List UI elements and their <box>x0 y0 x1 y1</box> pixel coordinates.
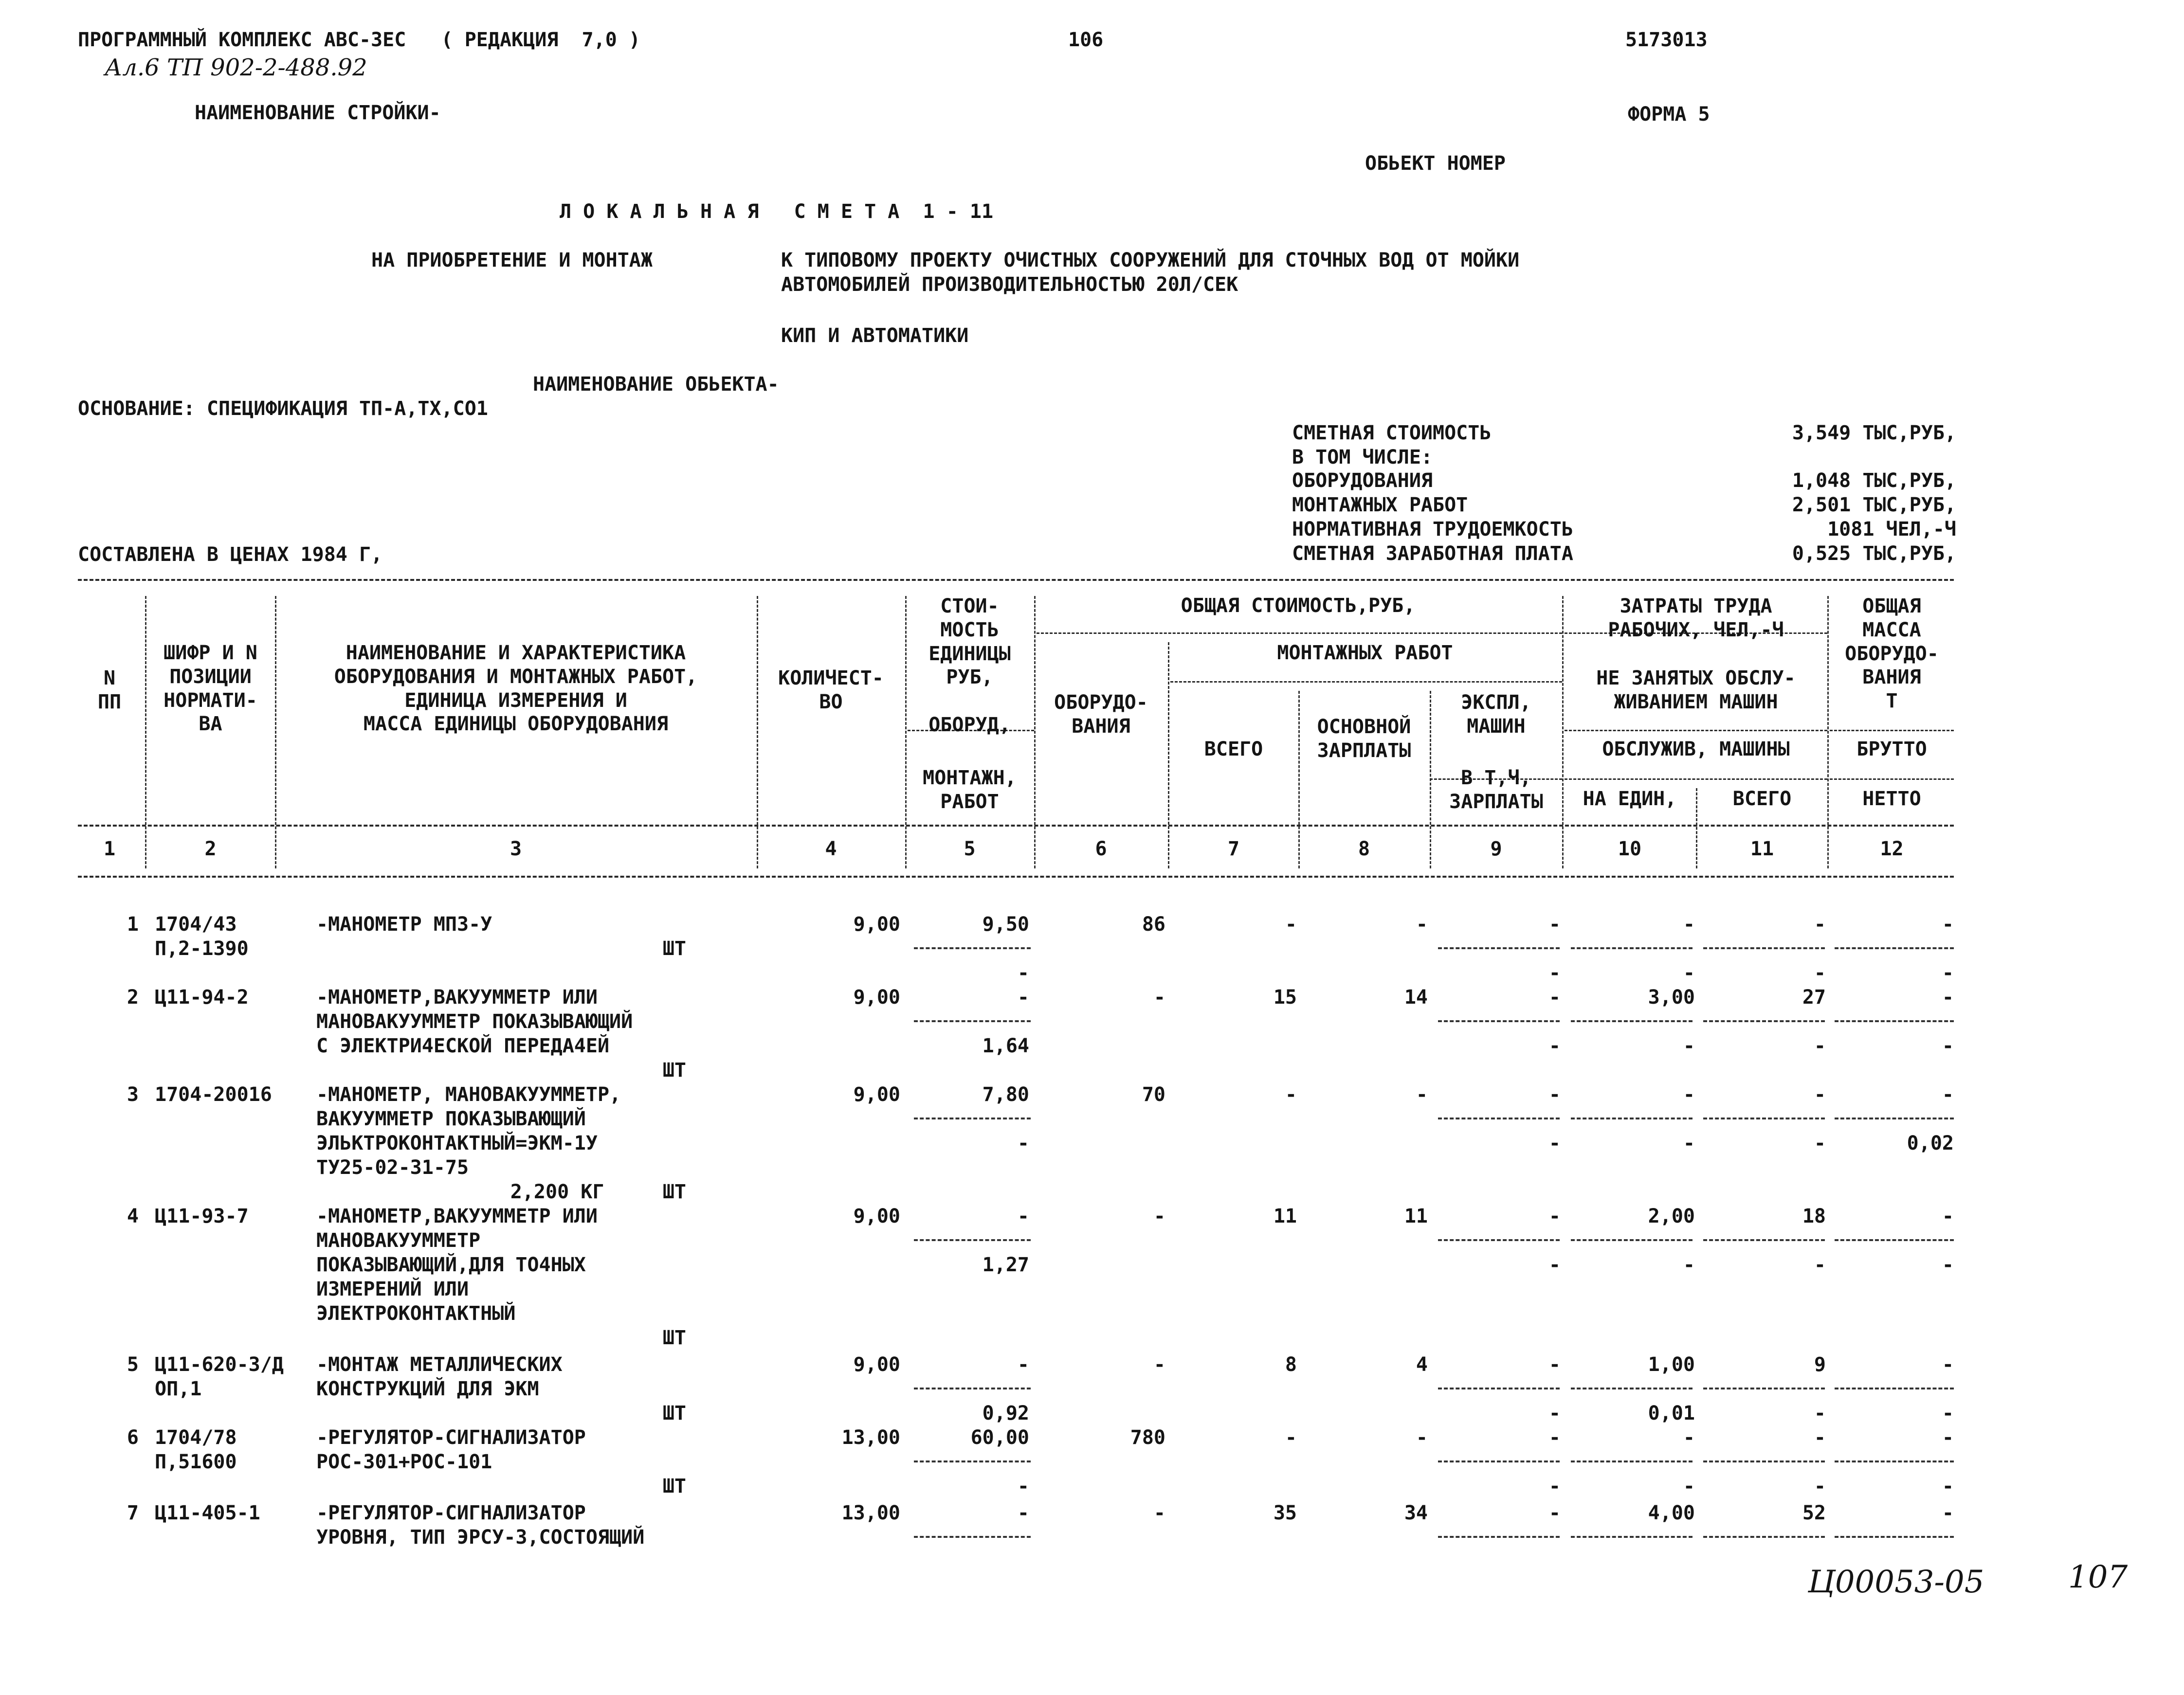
unit-cost-installation: 1,27 <box>982 1254 1029 1276</box>
value-separator-rule <box>1703 1536 1825 1538</box>
base-wages: - <box>1416 1083 1428 1106</box>
labor-total: 9 <box>1814 1353 1826 1376</box>
project-line-1: К ТИПОВОМУ ПРОЕКТУ ОЧИСТНЫХ СООРУЖЕНИЙ ДЛЯ СТОЧНЫХ ВОД ОТ МОЙКИ <box>781 249 1520 271</box>
mass-net: - <box>1942 1035 1954 1057</box>
value-separator-rule <box>1438 947 1560 949</box>
header-mass-gross: БРУТТО <box>1856 738 1927 760</box>
labor-total: 52 <box>1802 1502 1826 1524</box>
table-top-rule <box>78 579 1954 581</box>
header-column-divider <box>1562 596 1564 868</box>
program-title: ПРОГРАММНЫЙ КОМПЛЕКС АВС-3ЕС ( РЕДАКЦИЯ 7,0 ) <box>78 29 640 51</box>
header-column-divider <box>905 596 907 868</box>
quantity-value: 9,00 <box>853 1353 900 1376</box>
labor-per-unit: 1,00 <box>1648 1353 1695 1376</box>
item-unit: ШТ <box>662 1327 686 1349</box>
norm-code: 1704/78 П,51600 <box>155 1426 237 1473</box>
header-column-divider <box>1696 788 1697 868</box>
summary-label: НОРМАТИВНАЯ ТРУДОЕМКОСТЬ <box>1292 518 1573 541</box>
row-number: 2 <box>127 986 139 1009</box>
equipment-cost: - <box>1153 1353 1165 1376</box>
machine-wages: - <box>1548 1254 1561 1276</box>
labor-machine-total: - <box>1814 1035 1826 1057</box>
header-quantity: КОЛИЧЕСТ- ВО <box>778 667 884 713</box>
value-separator-rule <box>1571 1118 1693 1119</box>
construction-name-label: НАИМЕНОВАНИЕ СТРОЙКИ- <box>195 102 441 124</box>
row-number: 7 <box>127 1502 139 1524</box>
labor-per-unit: 3,00 <box>1648 986 1695 1009</box>
base-wages: 11 <box>1404 1205 1428 1227</box>
item-unit: ШТ <box>662 1059 686 1082</box>
unit-cost-installation: 1,64 <box>982 1035 1029 1057</box>
header-unit-cost-equipment: ОБОРУД, <box>928 714 1011 736</box>
value-separator-rule <box>1835 947 1954 949</box>
mass-net: 0,02 <box>1907 1132 1954 1154</box>
page-number: 106 <box>1068 29 1104 51</box>
header-installation-works: МОНТАЖНЫХ РАБОТ <box>1277 642 1453 664</box>
header-equipment-cost: ОБОРУДО- ВАНИЯ <box>1054 691 1148 738</box>
header-sub-rule <box>1565 778 1827 780</box>
handwritten-page-number: 107 <box>2068 1559 2128 1595</box>
header-labor-machine: ОБСЛУЖИВ, МАШИНЫ <box>1602 738 1790 760</box>
value-separator-rule <box>1571 1536 1693 1538</box>
row-number: 6 <box>127 1426 139 1449</box>
value-separator-rule <box>1703 1388 1825 1389</box>
mass-gross: - <box>1942 1426 1954 1449</box>
labor-machine-total: - <box>1814 1402 1826 1425</box>
summary-value: 0,525 ТЫС,РУБ, <box>1792 542 1956 565</box>
machine-wages: - <box>1548 1402 1561 1425</box>
value-separator-rule <box>1571 1239 1693 1241</box>
column-number: 9 <box>1490 838 1502 860</box>
installation-total: - <box>1285 1083 1297 1106</box>
machine-operation: - <box>1548 1353 1561 1376</box>
unit-cost-installation: - <box>1017 962 1029 984</box>
norm-code: 1704/43 П,2-1390 <box>155 913 249 960</box>
unit-cost-equipment: - <box>1017 1205 1029 1227</box>
item-description: -МОНТАЖ МЕТАЛЛИЧЕСКИХ КОНСТРУКЦИЙ ДЛЯ ЭКМ <box>316 1353 563 1400</box>
item-unit: 2,200 КГ ШТ <box>510 1181 686 1203</box>
machine-operation: - <box>1548 913 1561 936</box>
norm-code: 1704-20016 <box>155 1083 272 1106</box>
header-labor-costs: ЗАТРАТЫ ТРУДА РАБОЧИХ, ЧЕЛ,-Ч <box>1608 595 1784 641</box>
unit-cost-installation: 0,92 <box>982 1402 1029 1425</box>
mass-gross: - <box>1942 1205 1954 1227</box>
value-separator-rule <box>914 1020 1031 1022</box>
summary-label: ОБОРУДОВАНИЯ <box>1292 469 1433 492</box>
column-number: 11 <box>1750 838 1774 860</box>
unit-cost-equipment: 9,50 <box>982 913 1029 936</box>
norm-code: Ц11-94-2 <box>155 986 249 1009</box>
labor-machine-total: - <box>1814 1475 1826 1497</box>
installation-total: - <box>1285 1426 1297 1449</box>
header-sub-rule <box>1830 778 1954 780</box>
column-number: 6 <box>1095 838 1107 860</box>
machine-wages: - <box>1548 1132 1561 1154</box>
quantity-value: 9,00 <box>853 913 900 936</box>
header-sub-rule <box>1170 681 1562 683</box>
installation-total: 11 <box>1273 1205 1297 1227</box>
mass-gross: - <box>1942 913 1954 936</box>
document-code: 5173013 <box>1625 29 1708 51</box>
header-column-divider <box>1298 691 1300 868</box>
header-norm-code: ШИФР И N ПОЗИЦИИ НОРМАТИ- ВА <box>164 642 257 736</box>
value-separator-rule <box>1703 947 1825 949</box>
column-number: 3 <box>510 838 522 860</box>
labor-per-unit: - <box>1683 1083 1695 1106</box>
value-separator-rule <box>914 1461 1031 1462</box>
labor-machine-per-unit: - <box>1683 1254 1695 1276</box>
summary-label: В ТОМ ЧИСЛЕ: <box>1292 446 1433 469</box>
price-year-label: СОСТАВЛЕНА В ЦЕНАХ 1984 Г, <box>78 543 383 566</box>
base-wages: 4 <box>1416 1353 1428 1376</box>
labor-machine-per-unit: - <box>1683 1132 1695 1154</box>
installation-total: 35 <box>1273 1502 1297 1524</box>
item-description: -РЕГУЛЯТОР-СИГНАЛИЗАТОР РОС-301+РОС-101 <box>316 1426 586 1473</box>
quantity-value: 9,00 <box>853 986 900 1009</box>
labor-per-unit: 4,00 <box>1648 1502 1695 1524</box>
handwritten-reference: Ал.6 ТП 902-2-488.92 <box>105 54 367 81</box>
item-description: -МАНОМЕТР, МАНОВАКУУММЕТР, ВАКУУММЕТР ПОКАЗЫВАЮЩИЙ ЭЛЬКТРОКОНТАКТНЫЙ=ЭКМ-1У ТУ25-02-31-75 <box>316 1083 621 1179</box>
norm-code: Ц11-620-3/Д ОП,1 <box>155 1353 284 1400</box>
value-separator-rule <box>914 947 1031 949</box>
value-separator-rule <box>1438 1118 1560 1119</box>
base-wages: 34 <box>1404 1502 1428 1524</box>
mass-net: - <box>1942 962 1954 984</box>
labor-total: - <box>1814 1426 1826 1449</box>
header-column-divider <box>1168 642 1169 868</box>
header-unit-cost-installation: МОНТАЖН, РАБОТ <box>923 767 1017 813</box>
quantity-value: 9,00 <box>853 1083 900 1106</box>
mass-gross: - <box>1942 986 1954 1009</box>
mass-gross: - <box>1942 1353 1954 1376</box>
header-labor-per-unit: НА ЕДИН, <box>1583 788 1677 810</box>
installation-total: 15 <box>1273 986 1297 1009</box>
base-wages: 14 <box>1404 986 1428 1009</box>
header-labor-non-machine: НЕ ЗАНЯТЫХ ОБСЛУ- ЖИВАНИЕМ МАШИН <box>1596 667 1796 713</box>
header-column-divider <box>275 596 276 868</box>
value-separator-rule <box>1835 1461 1954 1462</box>
estimate-title: Л О К А Л Ь Н А Я С М Е Т А 1 - 11 <box>560 200 994 223</box>
machine-operation: - <box>1548 1426 1561 1449</box>
summary-value: 1081 ЧЕЛ,-Ч <box>1827 518 1956 541</box>
value-separator-rule <box>1438 1461 1560 1462</box>
header-column-divider <box>145 596 146 868</box>
unit-cost-equipment: 60,00 <box>970 1426 1029 1449</box>
equipment-cost: - <box>1153 986 1165 1009</box>
value-separator-rule <box>1835 1239 1954 1241</box>
row-number: 3 <box>127 1083 139 1106</box>
header-mass-net: НЕТТО <box>1862 788 1921 810</box>
mass-net: - <box>1942 1402 1954 1425</box>
header-total-mass: ОБЩАЯ МАССА ОБОРУДО- ВАНИЯ Т <box>1845 595 1939 713</box>
machine-wages: - <box>1548 1475 1561 1497</box>
value-separator-rule <box>1571 1020 1693 1022</box>
summary-label: СМЕТНАЯ ЗАРАБОТНАЯ ПЛАТА <box>1292 542 1573 565</box>
value-separator-rule <box>1703 1239 1825 1241</box>
value-separator-rule <box>914 1239 1031 1241</box>
value-separator-rule <box>914 1388 1031 1389</box>
quantity-value: 13,00 <box>841 1502 900 1524</box>
summary-value: 3,549 ТЫС,РУБ, <box>1792 422 1956 444</box>
row-number: 5 <box>127 1353 139 1376</box>
summary-label: МОНТАЖНЫХ РАБОТ <box>1292 494 1468 516</box>
labor-machine-total: - <box>1814 1132 1826 1154</box>
summary-value: 1,048 ТЫС,РУБ, <box>1792 469 1956 492</box>
header-unit-cost: СТОИ- МОСТЬ ЕДИНИЦЫ РУБ, <box>928 595 1011 689</box>
item-description: -РЕГУЛЯТОР-СИГНАЛИЗАТОР УРОВНЯ, ТИП ЭРСУ-3,СОСТОЯЩИЙ <box>316 1502 645 1549</box>
header-machine-wages: В Т,Ч, ЗАРПЛАТЫ <box>1449 767 1543 813</box>
labor-machine-total: - <box>1814 962 1826 984</box>
labor-machine-per-unit: - <box>1683 1475 1695 1497</box>
labor-per-unit: - <box>1683 913 1695 936</box>
machine-operation: - <box>1548 1502 1561 1524</box>
labor-machine-per-unit: - <box>1683 1035 1695 1057</box>
form-label: ФОРМА 5 <box>1628 103 1710 126</box>
column-number: 2 <box>204 838 217 860</box>
column-number: 4 <box>825 838 837 860</box>
estimate-purpose: НА ПРИОБРЕТЕНИЕ И МОНТАЖ <box>371 249 653 271</box>
column-number: 8 <box>1358 838 1370 860</box>
norm-code: Ц11-405-1 <box>155 1502 260 1524</box>
column-number: 10 <box>1618 838 1642 860</box>
machine-operation: - <box>1548 1205 1561 1227</box>
column-numbers-rule <box>78 876 1954 878</box>
value-separator-rule <box>1835 1388 1954 1389</box>
value-separator-rule <box>1438 1536 1560 1538</box>
labor-total: - <box>1814 913 1826 936</box>
item-unit: ШТ <box>662 1402 686 1425</box>
project-line-2: АВТОМОБИЛЕЙ ПРОИЗВОДИТЕЛЬНОСТЬЮ 20Л/СЕК <box>781 273 1238 296</box>
value-separator-rule <box>914 1118 1031 1119</box>
item-description: -МАНОМЕТР,ВАКУУММЕТР ИЛИ МАНОВАКУУММЕТР ПОКАЗЫВАЮЩИЙ С ЭЛЕКТРИ4ЕСКОЙ ПЕРЕДА4ЕЙ <box>316 986 633 1057</box>
item-unit: ШТ <box>662 1475 686 1497</box>
value-separator-rule <box>1571 1388 1693 1389</box>
summary-label: СМЕТНАЯ СТОИМОСТЬ <box>1292 422 1492 444</box>
value-separator-rule <box>1835 1020 1954 1022</box>
unit-cost-equipment: 7,80 <box>982 1083 1029 1106</box>
value-separator-rule <box>1835 1118 1954 1119</box>
item-description: -МАНОМЕТР,ВАКУУММЕТР ИЛИ МАНОВАКУУММЕТР ПОКАЗЫВАЮЩИЙ,ДЛЯ ТО4НЫХ ИЗМЕРЕНИЙ ИЛИ ЭЛЕКТРОКОНТАКТНЫЙ <box>316 1205 598 1325</box>
header-sub-rule <box>1830 730 1954 731</box>
installation-total: - <box>1285 913 1297 936</box>
unit-cost-installation: - <box>1017 1475 1029 1497</box>
header-column-divider <box>1827 596 1829 868</box>
base-wages: - <box>1416 913 1428 936</box>
labor-per-unit: - <box>1683 1426 1695 1449</box>
unit-cost-installation: - <box>1017 1132 1029 1154</box>
basis-label: ОСНОВАНИЕ: СПЕЦИФИКАЦИЯ ТП-А,ТХ,СО1 <box>78 397 488 420</box>
value-separator-rule <box>1571 1461 1693 1462</box>
header-installation-total: ВСЕГО <box>1204 738 1263 760</box>
header-labor-total: ВСЕГО <box>1732 788 1792 810</box>
labor-total: 27 <box>1802 986 1826 1009</box>
header-sub-rule <box>1565 730 1827 731</box>
equipment-cost: - <box>1153 1205 1165 1227</box>
labor-total: 18 <box>1802 1205 1826 1227</box>
norm-code: Ц11-93-7 <box>155 1205 249 1227</box>
value-separator-rule <box>1571 947 1693 949</box>
column-number: 7 <box>1227 838 1240 860</box>
installation-total: 8 <box>1285 1353 1297 1376</box>
handwritten-code: Ц00053-05 <box>1808 1564 1984 1600</box>
machine-operation: - <box>1548 986 1561 1009</box>
header-item-description: НАИМЕНОВАНИЕ И ХАРАКТЕРИСТИКА ОБОРУДОВАНИЯ И МОНТАЖНЫХ РАБОТ, ЕДИНИЦА ИЗМЕРЕНИЯ И МАССА ЕДИНИЦЫ ОБОРУДОВАНИЯ <box>334 642 698 736</box>
value-separator-rule <box>914 1536 1031 1538</box>
object-name-label: НАИМЕНОВАНИЕ ОБЬЕКТА- <box>533 373 779 396</box>
labor-machine-per-unit: - <box>1683 962 1695 984</box>
header-bottom-rule <box>78 825 1954 827</box>
column-number: 1 <box>103 838 116 860</box>
machine-wages: - <box>1548 962 1561 984</box>
row-number: 1 <box>127 913 139 936</box>
value-separator-rule <box>1703 1118 1825 1119</box>
machine-operation: - <box>1548 1083 1561 1106</box>
column-number: 5 <box>964 838 976 860</box>
header-machine-operation: ЭКСПЛ, МАШИН <box>1461 691 1531 738</box>
value-separator-rule <box>1438 1239 1560 1241</box>
value-separator-rule <box>1703 1020 1825 1022</box>
unit-cost-equipment: - <box>1017 1502 1029 1524</box>
labor-machine-total: - <box>1814 1254 1826 1276</box>
kip-label: КИП И АВТОМАТИКИ <box>781 325 969 347</box>
header-total-cost: ОБЩАЯ СТОИМОСТЬ,РУБ, <box>1181 595 1416 617</box>
mass-net: - <box>1942 1475 1954 1497</box>
equipment-cost: 86 <box>1142 913 1165 936</box>
item-description: -МАНОМЕТР МПЗ-У <box>316 913 492 936</box>
row-number: 4 <box>127 1205 139 1227</box>
header-column-divider <box>757 596 758 868</box>
header-sub-rule <box>1037 632 1562 634</box>
item-unit: ШТ <box>662 938 686 960</box>
header-base-wages: ОСНОВНОЙ ЗАРПЛАТЫ <box>1317 716 1411 762</box>
value-separator-rule <box>1438 1020 1560 1022</box>
unit-cost-equipment: - <box>1017 986 1029 1009</box>
header-column-divider <box>1034 596 1036 868</box>
machine-wages: - <box>1548 1035 1561 1057</box>
unit-cost-equipment: - <box>1017 1353 1029 1376</box>
mass-gross: - <box>1942 1502 1954 1524</box>
header-row-number: N ПП <box>97 667 122 713</box>
labor-machine-per-unit: 0,01 <box>1648 1402 1695 1425</box>
labor-total: - <box>1814 1083 1826 1106</box>
value-separator-rule <box>1703 1461 1825 1462</box>
equipment-cost: - <box>1153 1502 1165 1524</box>
equipment-cost: 70 <box>1142 1083 1165 1106</box>
mass-net: - <box>1942 1254 1954 1276</box>
value-separator-rule <box>1835 1536 1954 1538</box>
quantity-value: 9,00 <box>853 1205 900 1227</box>
column-number: 12 <box>1880 838 1904 860</box>
labor-per-unit: 2,00 <box>1648 1205 1695 1227</box>
mass-gross: - <box>1942 1083 1954 1106</box>
value-separator-rule <box>1438 1388 1560 1389</box>
quantity-value: 13,00 <box>841 1426 900 1449</box>
object-number-label: ОБЬЕКТ НОМЕР <box>1365 152 1506 175</box>
equipment-cost: 780 <box>1130 1426 1165 1449</box>
summary-value: 2,501 ТЫС,РУБ, <box>1792 494 1956 516</box>
base-wages: - <box>1416 1426 1428 1449</box>
